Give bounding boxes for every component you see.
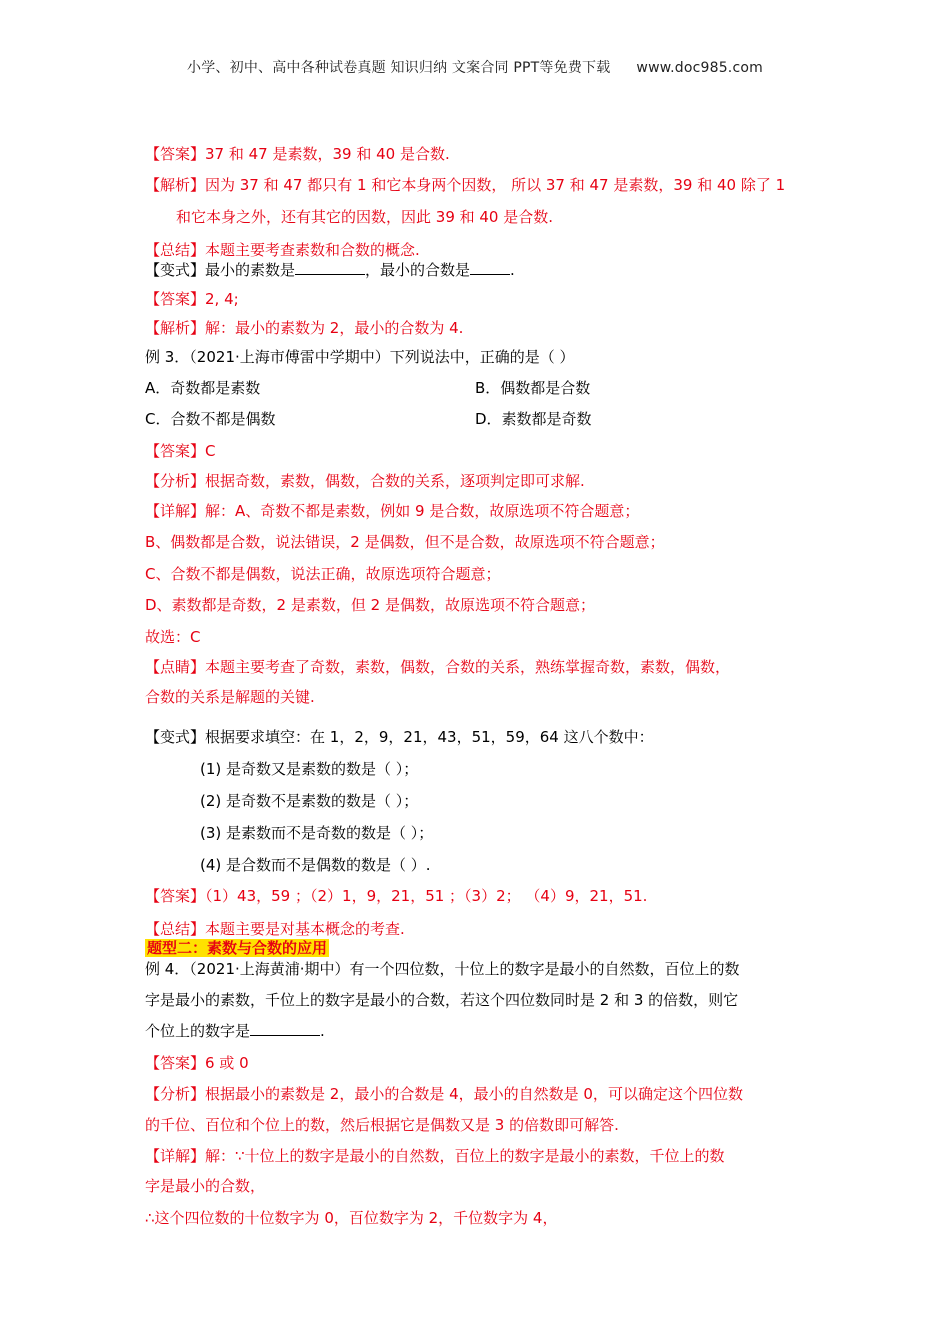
- variant-question: 【变式】根据要求填空：在 1，2，9，21，43，51，59，64 这八个数中：: [145, 728, 654, 746]
- variant-question: 【变式】最小的素数是 ，最小的合数是 .: [145, 261, 515, 279]
- detail-line: 【详解】解：A、奇数不都是素数，例如 9 是合数，故原选项不符合题意；: [145, 502, 640, 520]
- analysis-line: 【分析】根据最小的素数是 2，最小的合数是 4，最小的自然数是 0，可以确定这个四位数: [145, 1085, 743, 1103]
- analysis-line: 【解析】解：最小的素数为 2，最小的合数为 4.: [145, 319, 464, 337]
- fill-item-3: (3) 是素数而不是奇数的数是（ ）；: [200, 824, 434, 842]
- summary-line: 【总结】本题主要是对基本概念的考查.: [145, 920, 405, 938]
- answer-line: 【答案】（1）43，59 ；（2）1，9，21，51 ；（3）2； （4）9，21，51.: [145, 887, 648, 905]
- option-b: B．偶数都是合数: [475, 379, 591, 397]
- analysis-line: 的千位、百位和个位上的数，然后根据它是偶数又是 3 的倍数即可解答.: [145, 1116, 619, 1134]
- fill-item-2: (2) 是奇数不是素数的数是（ ）；: [200, 792, 419, 810]
- answer-line: 【答案】37 和 47 是素数，39 和 40 是合数.: [145, 145, 450, 163]
- page-header: [0, 57, 950, 77]
- example-question: 字是最小的素数，千位上的数字是最小的合数，若这个四位数同时是 2 和 3 的倍数，则它: [145, 991, 739, 1009]
- example-question: 例 3．（2021·上海市傅雷中学期中）下列说法中，正确的是（ ）: [145, 348, 575, 366]
- header-site: www.doc985.com: [636, 60, 763, 76]
- example-question: 个位上的数字是 .: [145, 1022, 325, 1040]
- option-a: A．奇数都是素数: [145, 379, 261, 397]
- analysis-line: 【分析】根据奇数，素数，偶数，合数的关系，逐项判定即可求解.: [145, 472, 585, 490]
- detail-line: 字是最小的合数，: [145, 1177, 266, 1195]
- option-d: D．素数都是奇数: [475, 410, 592, 428]
- comment-line: 【点睛】本题主要考查了奇数，素数，偶数，合数的关系，熟练掌握奇数，素数，偶数，: [145, 658, 731, 676]
- summary-line: 【总结】本题主要考查素数和合数的概念.: [145, 241, 420, 259]
- header-text: 小学、初中、高中各种试卷真题 知识归纳 文案合同 PPT等免费下载: [187, 60, 611, 76]
- analysis-line: 和它本身之外，还有其它的因数，因此 39 和 40 是合数.: [176, 208, 554, 226]
- analysis-line: 【解析】因为 37 和 47 都只有 1 和它本身两个因数， 所以 37 和 47 是素数，39 和 40 除了 1: [145, 176, 786, 194]
- fill-item-1: (1) 是奇数又是素数的数是（ ）；: [200, 760, 419, 778]
- answer-blank: [470, 260, 510, 275]
- answer-blank: [295, 260, 365, 275]
- detail-line: C、合数不都是偶数，说法正确，故原选项符合题意；: [145, 565, 501, 583]
- detail-line: D、素数都是奇数，2 是素数，但 2 是偶数，故原选项不符合题意；: [145, 596, 595, 614]
- answer-line: 【答案】6 或 0: [145, 1054, 249, 1072]
- detail-line: 【详解】解：∵十位上的数字是最小的自然数，百位上的数字是最小的素数，千位上的数: [145, 1147, 725, 1165]
- option-c: C．合数不都是偶数: [145, 410, 276, 428]
- answer-line: 【答案】2, 4;: [145, 290, 239, 308]
- detail-line: B、偶数都是合数，说法错误，2 是偶数，但不是合数，故原选项不符合题意；: [145, 533, 665, 551]
- comment-line: 合数的关系是解题的关键.: [145, 688, 315, 706]
- fill-item-4: (4) 是合数而不是偶数的数是（ ）.: [200, 856, 431, 874]
- example-question: 例 4．（2021·上海黄浦·期中）有一个四位数，十位上的数字是最小的自然数，百位上的数: [145, 960, 740, 978]
- answer-blank: [250, 1021, 320, 1036]
- section-title: 题型二：素数与合数的应用: [147, 939, 328, 957]
- choice-line: 故选：C: [145, 628, 201, 646]
- detail-line: ∴这个四位数的十位数字为 0，百位数字为 2，千位数字为 4，: [145, 1209, 558, 1227]
- answer-line: 【答案】C: [145, 442, 216, 460]
